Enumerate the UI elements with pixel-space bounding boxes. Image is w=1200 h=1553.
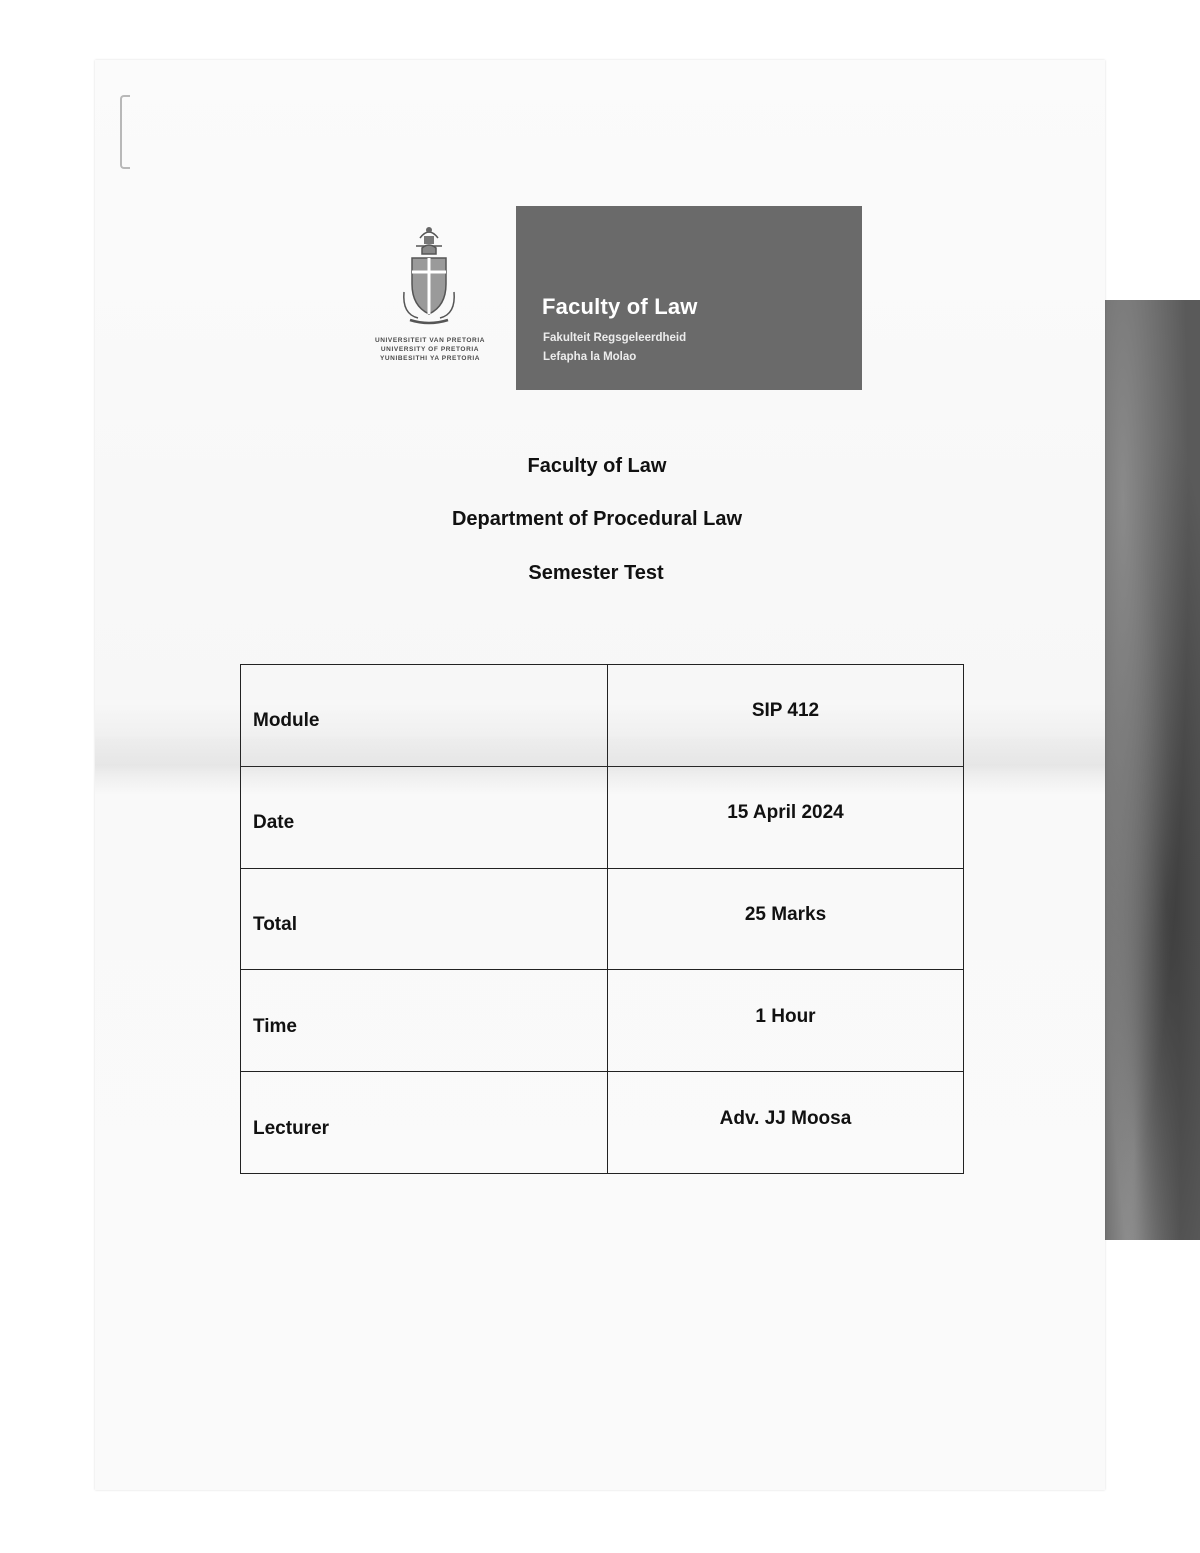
banner-subtitle-afrikaans: Fakulteit Regsgeleerdheid xyxy=(543,332,687,344)
detail-label-cell xyxy=(241,665,608,767)
total-value: 25 Marks xyxy=(744,903,827,925)
total-label: Total xyxy=(253,913,297,935)
time-label: Time xyxy=(253,1015,298,1037)
table-row xyxy=(241,970,964,1072)
university-name-afrikaans: UNIVERSITEIT VAN PRETORIA xyxy=(374,337,486,344)
background-fabric xyxy=(1090,300,1200,1300)
detail-label-cell xyxy=(241,1072,608,1174)
university-name-english: UNIVERSITY OF PRETORIA xyxy=(380,346,480,353)
detail-value-cell xyxy=(608,665,964,767)
detail-label-cell xyxy=(241,766,608,868)
detail-label-cell xyxy=(241,970,608,1072)
banner-subtitle-sepedi: Lefapha la Molao xyxy=(543,351,637,363)
time-value: 1 Hour xyxy=(755,1005,816,1027)
university-names xyxy=(360,336,500,363)
test-details-table xyxy=(240,664,964,1174)
lecturer-value: Adv. JJ Moosa xyxy=(719,1107,852,1129)
university-name-sepedi: YUNIBESITHI YA PRETORIA xyxy=(379,355,481,362)
table-row xyxy=(241,1072,964,1174)
test-type-heading: Semester Test xyxy=(528,562,664,584)
lecturer-label: Lecturer xyxy=(253,1117,330,1139)
detail-label-cell xyxy=(241,868,608,970)
detail-value-cell xyxy=(608,766,964,868)
detail-value-cell xyxy=(608,868,964,970)
staple-mark xyxy=(120,95,130,169)
banner-title: Faculty of Law xyxy=(542,294,698,319)
faculty-heading: Faculty of Law xyxy=(527,455,667,477)
university-crest-icon xyxy=(398,222,460,332)
faculty-banner xyxy=(516,206,862,390)
module-label: Module xyxy=(253,710,320,732)
detail-value-cell xyxy=(608,1072,964,1174)
module-value: SIP 412 xyxy=(751,700,820,722)
department-heading: Department of Procedural Law xyxy=(451,508,743,530)
table-row xyxy=(241,665,964,767)
date-label: Date xyxy=(253,812,295,834)
date-value: 15 April 2024 xyxy=(727,802,844,824)
table-row xyxy=(241,868,964,970)
detail-value-cell xyxy=(608,970,964,1072)
table-row xyxy=(241,766,964,868)
